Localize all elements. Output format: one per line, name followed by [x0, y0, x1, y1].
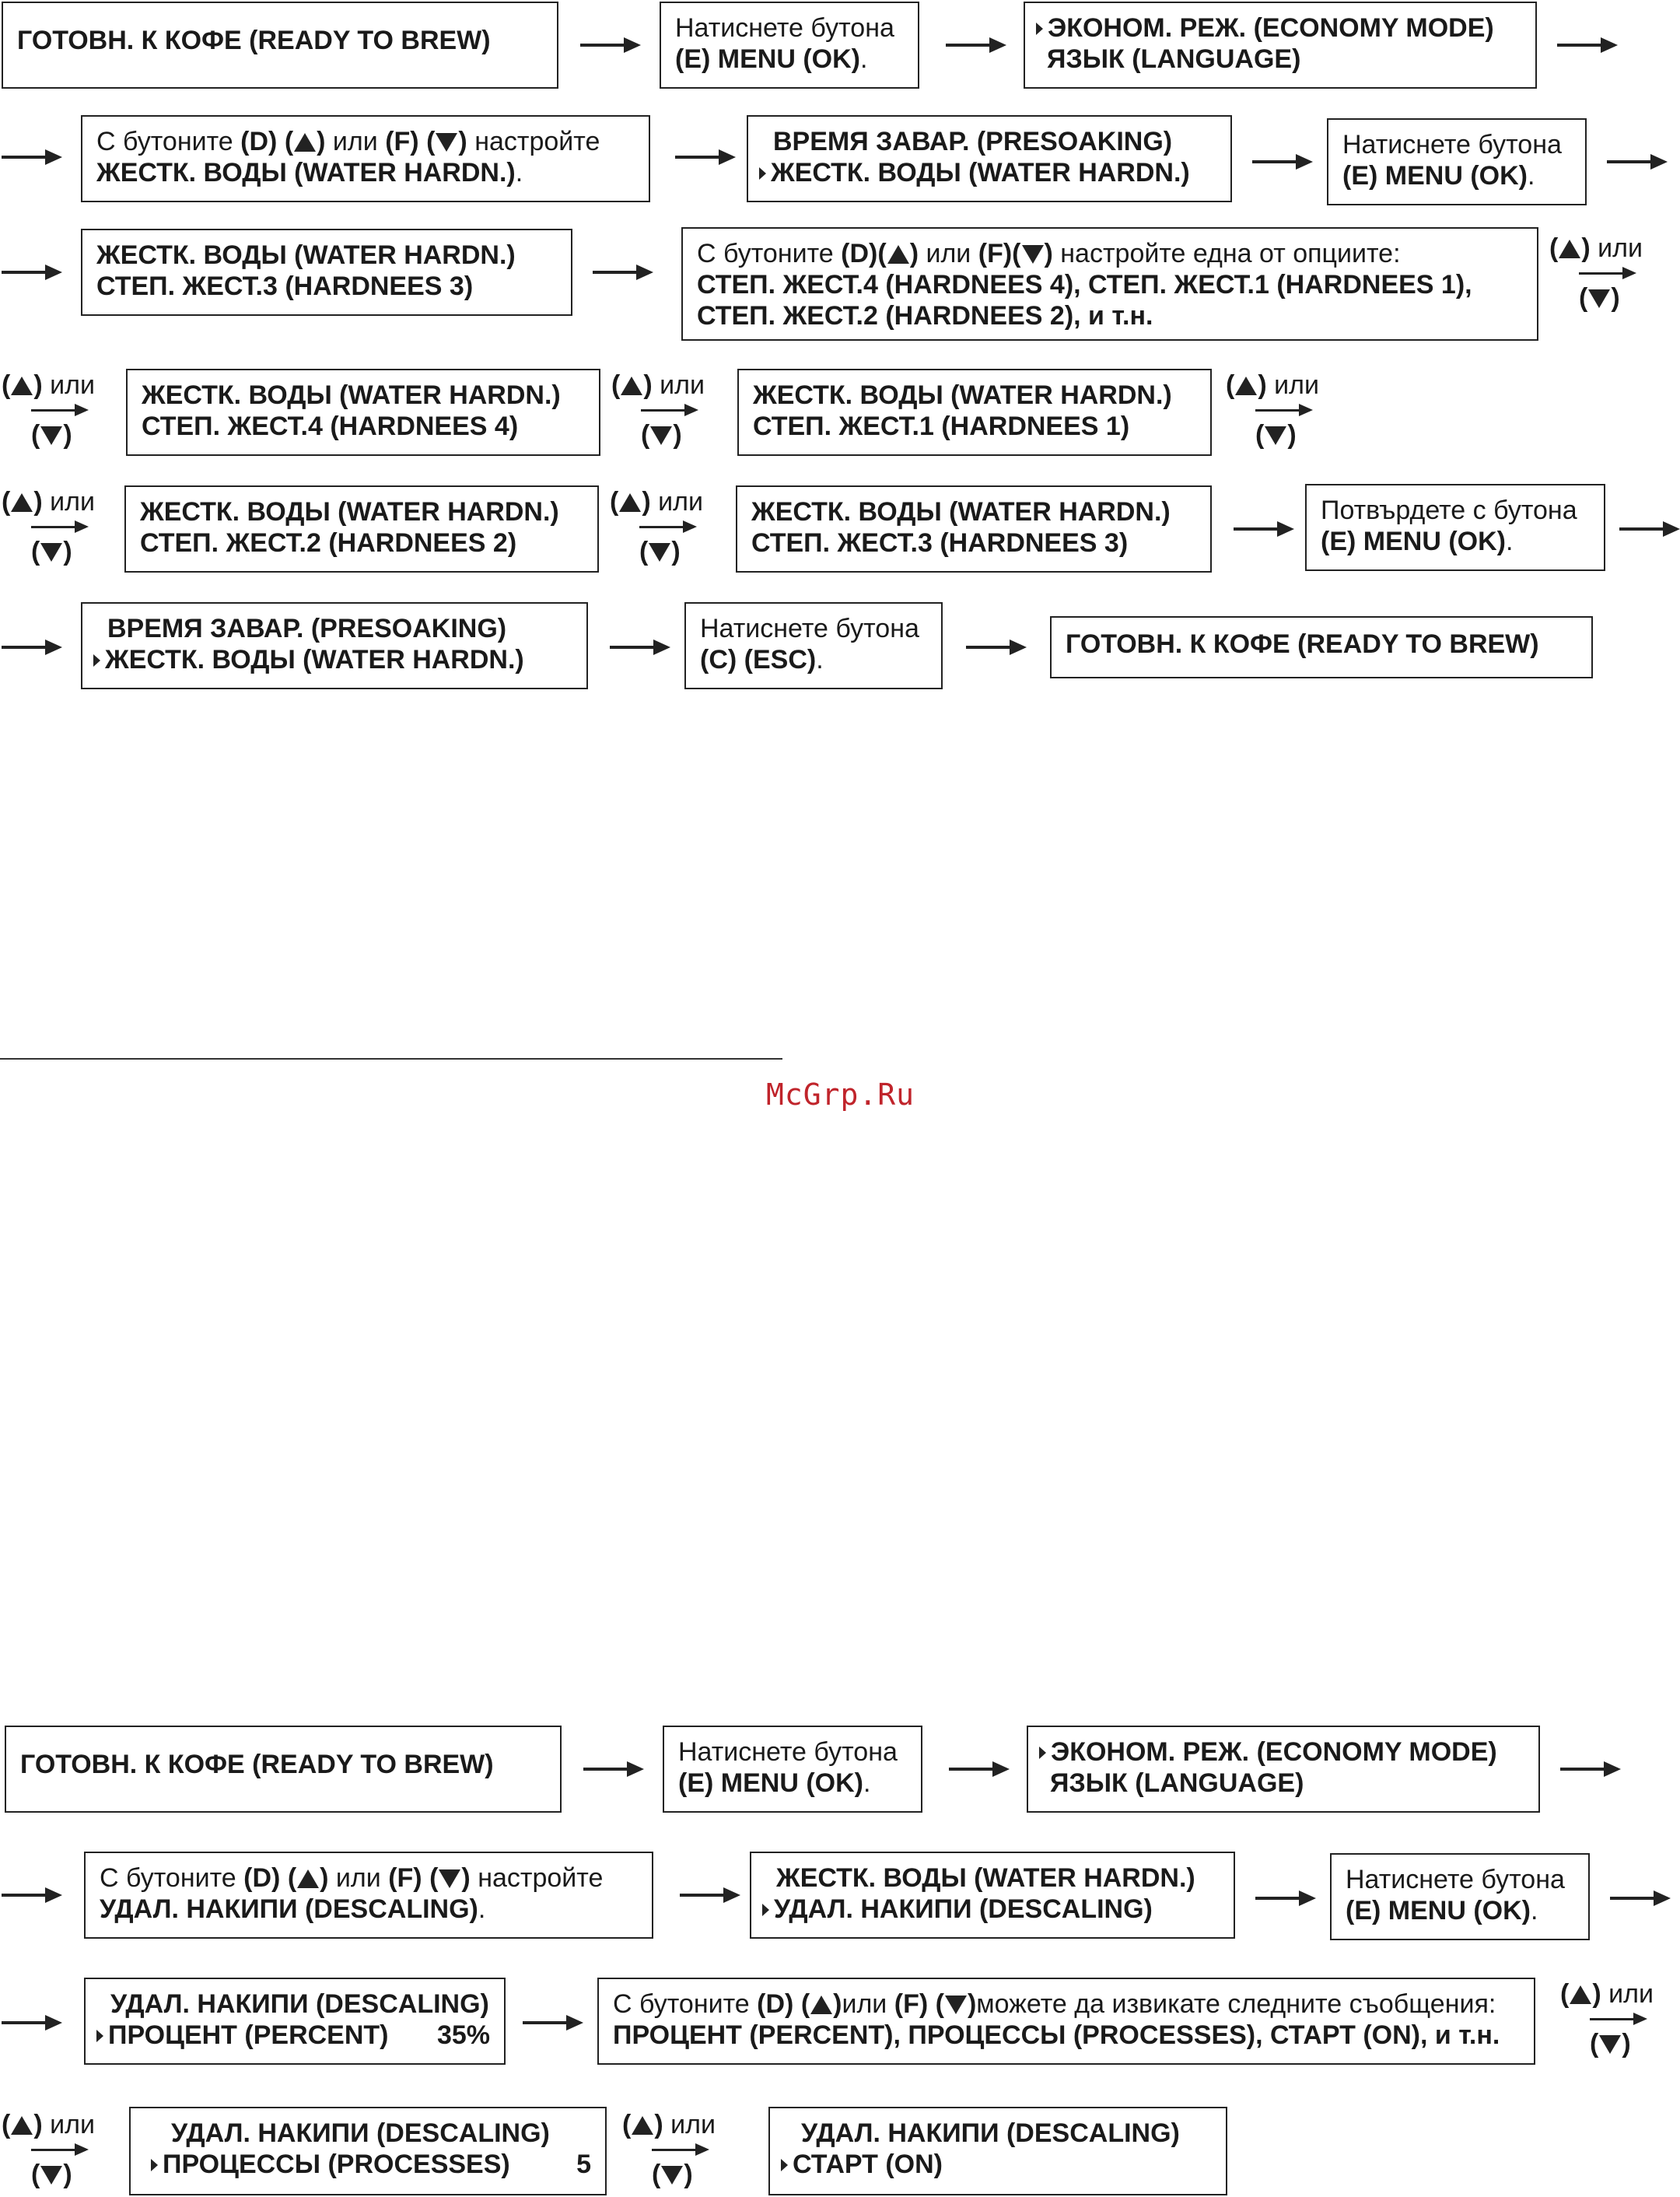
- key-label: (D): [240, 127, 278, 156]
- up-arrow-icon: [887, 245, 909, 264]
- flow-arrow: [949, 1768, 1006, 1771]
- instruction-descaling-options: С бутоните (D) ( )или (F) ( )можете да извикате следните съобщения: ПРОЦЕНТ (PERCENT), ПРОЦЕССЫ (PROCESSES), СТАРТ (ON), и т.н.: [597, 1978, 1535, 2065]
- lcd-line: СТЕП. ЖЕСТ.4 (HARDNEES 4), СТЕП. ЖЕСТ.1 (HARDNEES 1),: [697, 270, 1472, 300]
- processes-value: 5: [576, 2150, 591, 2179]
- or-label: или: [1598, 233, 1643, 263]
- selection-marker-icon: [1036, 23, 1043, 35]
- instruction-press-esc: Натиснете бутона (C) (ESC).: [684, 602, 943, 689]
- instruction-select-descaling: С бутоните (D) ( ) или (F) ( ) настройте УДАЛ. НАКИПИ (DESCALING).: [84, 1852, 653, 1939]
- lcd-line: УДАЛ. НАКИПИ (DESCALING): [100, 1894, 478, 1924]
- lcd-presoaking-water-hardness: [747, 115, 1232, 202]
- down-arrow-icon: [649, 543, 670, 562]
- or-label: или: [1274, 370, 1319, 400]
- or-label: или: [50, 487, 95, 517]
- key-label: (E) MENU (OK): [678, 1768, 863, 1798]
- instruction-text: Потвърдете с бутона: [1321, 496, 1577, 525]
- down-arrow-icon: [945, 1996, 967, 2014]
- selection-marker-icon: [759, 167, 766, 180]
- key-label: (D): [757, 1989, 794, 2019]
- lcd-line: СТЕП. ЖЕСТ.3 (HARDNEES 3): [96, 272, 474, 301]
- up-arrow-icon: [11, 493, 33, 512]
- down-arrow-icon: [439, 1869, 460, 1888]
- lcd-line: ЯЗЫК (LANGUAGE): [1050, 1768, 1304, 1798]
- up-arrow-icon: [294, 133, 316, 152]
- lcd-descaling-start: [768, 2107, 1227, 2195]
- or-label: или: [658, 487, 703, 517]
- instruction-text: можете да извикате следните съобщения:: [976, 1989, 1496, 2019]
- lcd-line: ПРОЦЕНТ (PERCENT), ПРОЦЕССЫ (PROCESSES), СТАРТ (ON), и т.н.: [613, 2020, 1500, 2050]
- or-label: или: [50, 2110, 95, 2139]
- lcd-line: ЖЕСТК. ВОДЫ (WATER HARDN.): [140, 497, 559, 527]
- or-label: или: [50, 370, 95, 400]
- lcd-water-hardness-4: [126, 369, 600, 456]
- instruction-text: С бутоните: [100, 1863, 236, 1893]
- down-arrow-icon: [1265, 426, 1286, 445]
- up-arrow-icon: [810, 1996, 832, 2014]
- lcd-line: ЖЕСТК. ВОДЫ (WATER HARDN.): [753, 380, 1172, 410]
- instruction-text: С бутоните: [613, 1989, 750, 2019]
- selection-marker-icon: [96, 2030, 103, 2042]
- lcd-water-hardness-3: [81, 229, 572, 316]
- instruction-text: Натиснете бутона: [1346, 1865, 1565, 1894]
- lcd-line: СТАРТ (ON): [793, 2150, 943, 2179]
- lcd-descaling-percent: [84, 1978, 506, 2065]
- flow-arrow: [593, 271, 650, 274]
- up-or-down-arrow: ( ) или ( ): [2, 370, 95, 450]
- lcd-line: ЭКОНОМ. РЕЖ. (ECONOMY MODE): [1048, 13, 1494, 43]
- lcd-line: ЯЗЫК (LANGUAGE): [1047, 44, 1301, 74]
- up-arrow-icon: [1559, 240, 1580, 258]
- flow-arrow: [2, 646, 59, 649]
- lcd-line: УДАЛ. НАКИПИ (DESCALING): [801, 2118, 1180, 2148]
- lcd-water-hardness-3: [736, 485, 1212, 573]
- key-label: (D): [243, 1863, 281, 1893]
- lcd-line: СТЕП. ЖЕСТ.4 (HARDNEES 4): [142, 412, 519, 441]
- up-or-down-arrow: ( ) или ( ): [1226, 370, 1319, 450]
- selection-marker-icon: [781, 2159, 788, 2171]
- lcd-line: ВРЕМЯ ЗАВАР. (PRESOAKING): [773, 127, 1173, 156]
- lcd-line: ГОТОВН. К КОФЕ (READY TO BREW): [1066, 629, 1539, 659]
- flow-arrow: [2, 1894, 59, 1897]
- flow-arrow: [1255, 1897, 1313, 1900]
- instruction-text: настройте една от опциите:: [1060, 239, 1401, 268]
- flow-arrow: [1234, 527, 1291, 531]
- instruction-text: или: [335, 1863, 381, 1893]
- lcd-presoaking-water-hardness: [81, 602, 588, 689]
- lcd-economy-language: [1027, 1726, 1540, 1813]
- lcd-line: ЖЕСТК. ВОДЫ (WATER HARDN.): [96, 240, 516, 270]
- up-arrow-icon: [11, 2116, 33, 2135]
- lcd-water-hardness-2: [124, 485, 599, 573]
- instruction-confirm-menu: Потвърдете с бутона (E) MENU (OK).: [1305, 484, 1605, 571]
- instruction-text: Натиснете бутона: [678, 1737, 898, 1767]
- down-arrow-icon: [436, 133, 457, 152]
- lcd-line: ЖЕСТК. ВОДЫ (WATER HARDN.): [96, 158, 516, 187]
- key-label: (F): [385, 127, 419, 156]
- flow-arrow: [580, 44, 638, 47]
- selection-marker-icon: [151, 2159, 158, 2171]
- lcd-line: ЖЕСТК. ВОДЫ (WATER HARDN.): [751, 497, 1171, 527]
- down-arrow-icon: [40, 543, 62, 562]
- instruction-text: Натиснете бутона: [675, 13, 894, 43]
- instruction-press-menu: Натиснете бутона (E) MENU (OK).: [1330, 1853, 1590, 1940]
- lcd-line: ЖЕСТК. ВОДЫ (WATER HARDN.): [105, 645, 524, 675]
- up-or-down-arrow: ( ) или ( ): [2, 2110, 95, 2189]
- up-or-down-arrow: ( ) или ( ): [1560, 1979, 1654, 2059]
- flow-arrow: [1557, 44, 1615, 47]
- flow-arrow: [675, 156, 733, 159]
- lcd-line: УДАЛ. НАКИПИ (DESCALING): [774, 1894, 1153, 1924]
- lcd-line: ЖЕСТК. ВОДЫ (WATER HARDN.): [771, 158, 1190, 187]
- key-label: (D): [841, 239, 878, 268]
- up-or-down-arrow: ( ) или ( ): [610, 487, 703, 566]
- flow-arrow: [680, 1894, 737, 1897]
- or-label: или: [670, 2110, 716, 2139]
- lcd-line: ГОТОВН. К КОФЕ (READY TO BREW): [17, 26, 491, 55]
- down-arrow-icon: [650, 426, 672, 445]
- instruction-text: С бутоните: [96, 127, 233, 156]
- instruction-press-menu: Натиснете бутона (E) MENU (OK).: [1327, 118, 1587, 205]
- up-arrow-icon: [632, 2116, 653, 2135]
- selection-marker-icon: [93, 654, 100, 667]
- up-arrow-icon: [1235, 377, 1257, 395]
- instruction-text: или: [332, 127, 378, 156]
- instruction-press-menu: [660, 2, 919, 89]
- lcd-line: ПРОЦЕССЫ (PROCESSES): [163, 2150, 510, 2179]
- instruction-text: Натиснете бутона: [700, 614, 919, 643]
- up-arrow-icon: [621, 377, 642, 395]
- flow-arrow: [1610, 1897, 1668, 1900]
- flow-arrow: [583, 1768, 641, 1771]
- period: .: [859, 44, 868, 74]
- up-or-down-arrow: ( ) или ( ): [2, 487, 95, 566]
- percent-value: 35%: [436, 2020, 490, 2050]
- instruction-text: С бутоните: [697, 239, 834, 268]
- down-arrow-icon: [40, 2166, 62, 2185]
- key-label: (C) (ESC): [700, 645, 817, 675]
- instruction-text: Натиснете бутона: [1342, 130, 1562, 159]
- down-arrow-icon: [1022, 245, 1044, 264]
- instruction-text: или: [842, 1989, 887, 2019]
- up-arrow-icon: [619, 493, 641, 512]
- lcd-water-hardness-descaling: [750, 1852, 1235, 1939]
- instruction-hardness-options: С бутоните (D)( ) или (F)( ) настройте една от опциите: СТЕП. ЖЕСТ.4 (HARDNEES 4), СТЕП. ЖЕСТ.1 (HARDNEES 1), СТЕП. ЖЕСТ.2 (HARDNEES 2), и т.н.: [681, 227, 1538, 341]
- flow-arrow: [966, 646, 1024, 649]
- lcd-water-hardness-1: [737, 369, 1212, 456]
- lcd-ready-to-brew: [1050, 616, 1593, 678]
- or-label: или: [1608, 1979, 1654, 2009]
- down-arrow-icon: [661, 2166, 683, 2185]
- lcd-line: ЭКОНОМ. РЕЖ. (ECONOMY MODE): [1051, 1737, 1497, 1767]
- watermark: McGrp.Ru: [766, 1077, 915, 1112]
- flow-arrow: [1560, 1768, 1618, 1771]
- up-or-down-arrow: ( ) или ( ): [1549, 233, 1643, 313]
- key-label: (E) MENU (OK): [1342, 161, 1528, 191]
- flow-arrow: [2, 271, 59, 274]
- lcd-line: ГОТОВН. К КОФЕ (READY TO BREW): [20, 1750, 494, 1779]
- down-arrow-icon: [40, 426, 62, 445]
- lcd-line: ВРЕМЯ ЗАВАР. (PRESOAKING): [107, 614, 507, 643]
- instruction-press-menu: Натиснете бутона (E) MENU (OK).: [663, 1726, 922, 1813]
- lcd-line: СТЕП. ЖЕСТ.3 (HARDNEES 3): [751, 528, 1129, 558]
- flow-arrow: [610, 646, 667, 649]
- flow-arrow: [2, 156, 59, 159]
- key-label: (E) MENU (OK): [675, 44, 860, 74]
- up-arrow-icon: [1570, 1985, 1591, 2004]
- lcd-line: СТЕП. ЖЕСТ.1 (HARDNEES 1): [753, 412, 1130, 441]
- instruction-select-water-hardness: С бутоните (D) ( ) или (F) ( ) настройте ЖЕСТК. ВОДЫ (WATER HARDN.).: [81, 115, 650, 202]
- instruction-text: настройте: [478, 1863, 604, 1893]
- key-label: (F): [978, 239, 1013, 268]
- lcd-line: УДАЛ. НАКИПИ (DESCALING): [110, 1989, 489, 2019]
- flow-arrow: [1619, 527, 1677, 531]
- flow-arrow: [523, 2021, 580, 2024]
- down-arrow-icon: [1588, 289, 1610, 308]
- lcd-line: УДАЛ. НАКИПИ (DESCALING): [171, 2118, 550, 2148]
- lcd-ready-to-brew: [2, 2, 558, 89]
- lcd-descaling-processes: [129, 2107, 607, 2195]
- lcd-line: СТЕП. ЖЕСТ.2 (HARDNEES 2): [140, 528, 517, 558]
- footnote-rule: [0, 1058, 782, 1060]
- flow-arrow: [946, 44, 1003, 47]
- lcd-economy-language: [1024, 2, 1537, 89]
- up-or-down-arrow: ( ) или ( ): [611, 370, 705, 450]
- lcd-line: СТЕП. ЖЕСТ.2 (HARDNEES 2), и т.н.: [697, 301, 1153, 331]
- flow-arrow: [1607, 160, 1664, 163]
- lcd-line: ЖЕСТК. ВОДЫ (WATER HARDN.): [776, 1863, 1195, 1893]
- selection-marker-icon: [1039, 1747, 1046, 1759]
- up-arrow-icon: [11, 377, 33, 395]
- lcd-line: ПРОЦЕНТ (PERCENT): [108, 2020, 389, 2050]
- lcd-line: ЖЕСТК. ВОДЫ (WATER HARDN.): [142, 380, 561, 410]
- instruction-text: настройте: [474, 127, 600, 156]
- up-or-down-arrow: ( ) или ( ): [622, 2110, 716, 2189]
- key-label: (E) MENU (OK): [1321, 527, 1506, 556]
- up-arrow-icon: [297, 1869, 319, 1888]
- instruction-text: или: [926, 239, 971, 268]
- key-label: (F): [388, 1863, 422, 1893]
- flow-arrow: [1252, 160, 1310, 163]
- key-label: (F): [894, 1989, 929, 2019]
- flow-arrow: [2, 2021, 59, 2024]
- selection-marker-icon: [762, 1904, 769, 1916]
- or-label: или: [660, 370, 705, 400]
- down-arrow-icon: [1599, 2035, 1621, 2054]
- lcd-ready-to-brew: [5, 1726, 562, 1813]
- key-label: (E) MENU (OK): [1346, 1896, 1531, 1925]
